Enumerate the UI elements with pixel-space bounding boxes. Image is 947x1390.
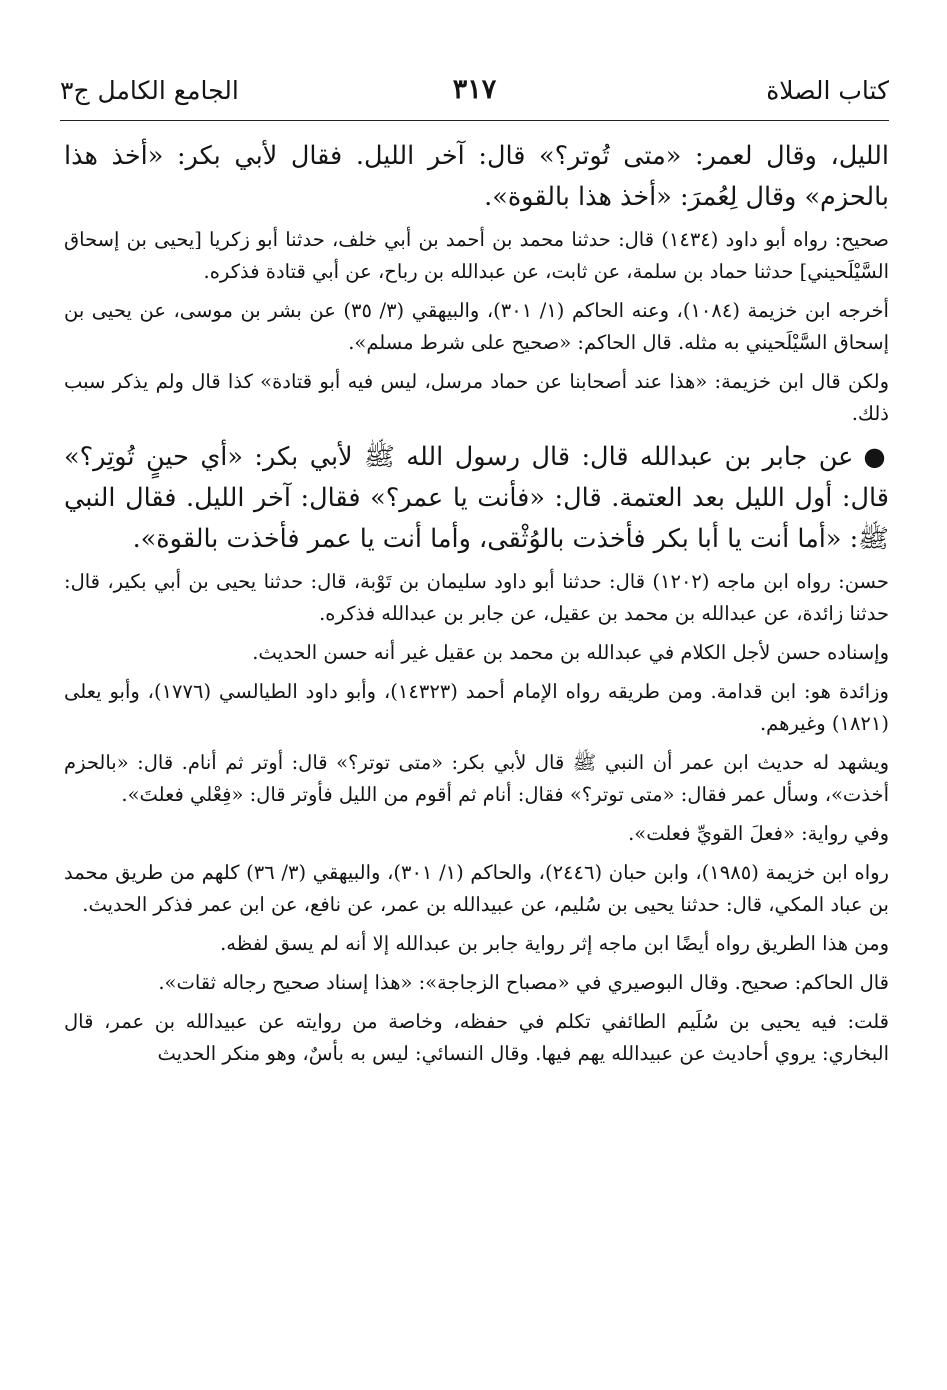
takhrij-paragraph: صحيح: رواه أبو داود (١٤٣٤) قال: حدثنا محمد بن أحمد بن أبي خلف، حدثنا أبو زكريا [يحيى بن إسحاق السَّيْلَحيني] حدثنا حماد بن سلمة، عن ثابت، عن عبدالله بن رباح، عن أبي قتادة فذكره.	[64, 228, 889, 283]
takhrij-paragraph: وزائدة هو: ابن قدامة. ومن طريقه رواه الإمام أحمد (١٤٣٢٣)، وأبو داود الطيالسي (١٧٧٦)، وأبو يعلى (١٨٢١) وغيرهم.	[64, 680, 889, 735]
takhrij-paragraph: وفي رواية: «فعلَ القويِّ فعلت».	[628, 822, 889, 845]
page-number: ٣١٧	[452, 74, 497, 105]
hadith-bullet: ●	[863, 442, 889, 472]
takhrij-paragraph: ويشهد له حديث ابن عمر أن النبي ﷺ قال لأبي بكر: «متى توتر؟» قال: أوتر ثم أنام. قال: «بالحزم أخذت»، وسأل عمر فقال: «متى توتر؟» فقال: أنام ثم أقوم من الليل فأوتر قال: «فِعْلي فعلتَ».	[64, 751, 889, 806]
book-title: كتاب الصلاة	[766, 76, 889, 105]
takhrij-paragraph: ومن هذا الطريق رواه أيضًا ابن ماجه إثر رواية جابر بن عبدالله إلا أنه لم يسق لفظه.	[220, 932, 889, 955]
takhrij-paragraph: رواه ابن خزيمة (١٩٨٥)، وابن حبان (٢٤٤٦)، والحاكم (١/ ٣٠١)، والبيهقي (٣/ ٣٦) كلهم من طريق محمد بن عباد المكي، قال: حدثنا يحيى بن سُليم، عن عبيدالله بن عمر، عن نافع، عن ابن عمر فذكر الحديث.	[64, 861, 889, 916]
takhrij-paragraph: وإسناده حسن لأجل الكلام في عبدالله بن محمد بن عقيل غير أنه حسن الحديث.	[252, 641, 889, 664]
takhrij-paragraph: حسن: رواه ابن ماجه (١٢٠٢) قال: حدثنا أبو داود سليمان بن تَوْبة، قال: حدثنا يحيى بن أبي بكير، قال: حدثنا زائدة، عن عبدالله بن محمد بن عقيل، عن جابر بن عبدالله فذكره.	[64, 570, 889, 625]
volume-title: الجامع الكامل ج٣	[60, 76, 239, 105]
page-body	[64, 136, 889, 1077]
hadith-text	[64, 437, 889, 560]
takhrij-paragraph: قال الحاكم: صحيح. وقال البوصيري في «مصباح الزجاجة»: «هذا إسناد صحيح رجاله ثقات».	[158, 971, 889, 994]
takhrij-paragraph: أخرجه ابن خزيمة (١٠٨٤)، وعنه الحاكم (١/ ٣٠١)، والبيهقي (٣/ ٣٥) عن بشر بن موسى، عن يحيى بن إسحاق السَّيْلَحيني به مثله. قال الحاكم: «صحيح على شرط مسلم».	[64, 299, 889, 354]
page-header	[60, 70, 889, 121]
hadith-text-continued: الليل، وقال لعمر: «متى تُوتر؟» قال: آخر الليل. فقال لأبي بكر: «أخذ هذا بالحزم» وقال لِعُمرَ: «أخذ هذا بالقوة».	[64, 141, 889, 212]
hadith-body: عن جابر بن عبدالله قال: قال رسول الله ﷺ لأبي بكر: «أي حينٍ تُوتِر؟» قال: أول الليل بعد العتمة. قال: «فأنت يا عمر؟» فقال: آخر الليل. فقال النبي ﷺ: «أما أنت يا أبا بكر فأخذت بالوُثْقى، وأما أنت يا عمر فأخذت بالقوة».	[64, 442, 889, 554]
takhrij-paragraph: ولكن قال ابن خزيمة: «هذا عند أصحابنا عن حماد مرسل، ليس فيه أبو قتادة» كذا قال ولم يذكر سبب ذلك.	[64, 370, 889, 425]
takhrij-paragraph: قلت: فيه يحيى بن سُلَيم الطائفي تكلم في حفظه، وخاصة من روايته عن عبيدالله بن عمر، قال البخاري: يروي أحاديث عن عبيدالله يهم فيها. وقال النسائي: ليس به بأسٌ، وهو منكر الحديث	[64, 1010, 889, 1065]
